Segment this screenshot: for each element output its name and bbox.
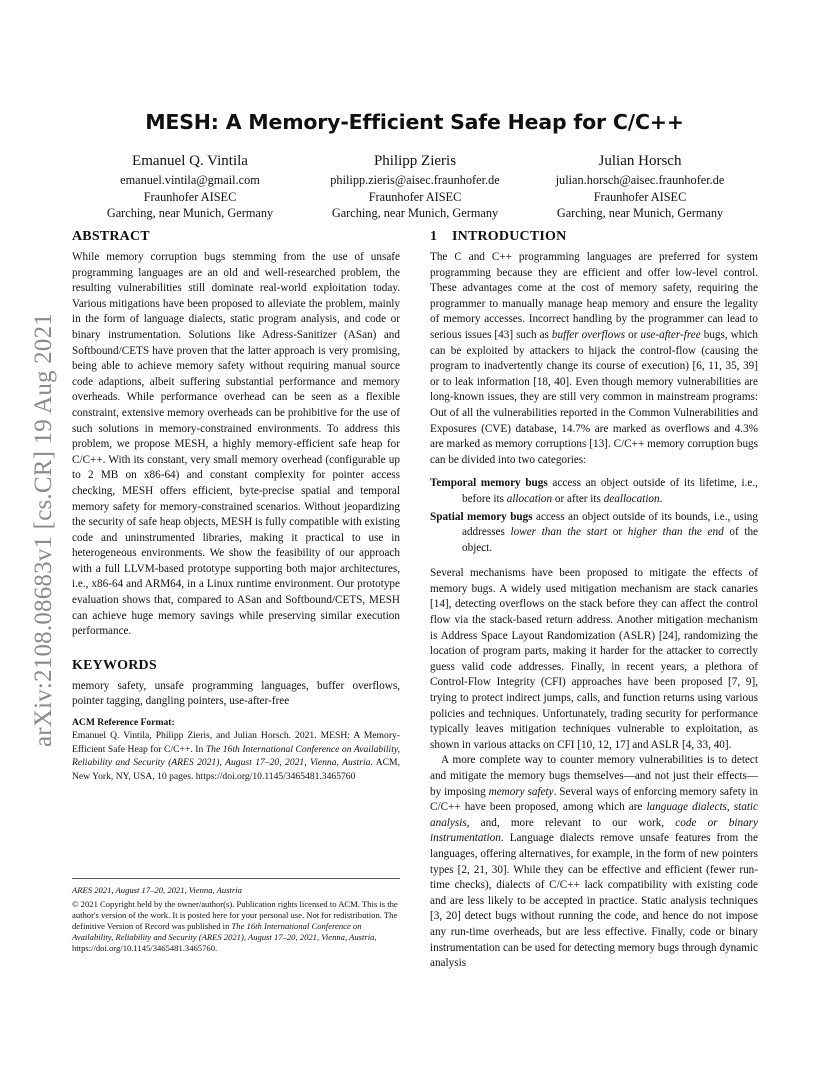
category-spatial: Spatial memory bugs access an object outside of its bounds, i.e., using addresses lower than the start or higher than the end of the object. xyxy=(430,510,759,554)
author-name: Emanuel Q. Vintila xyxy=(132,153,248,169)
paper-title: MESH: A Memory-Efficient Safe Heap for C/C++ xyxy=(145,110,684,134)
left-column xyxy=(72,229,400,783)
section-number: 1 xyxy=(430,229,438,244)
author-2 xyxy=(305,152,525,222)
abstract-heading: ABSTRACT xyxy=(72,229,150,244)
intro-paragraph-3: A more complete way to counter memory vulnerabilities is to detect and mitigate the memory bugs themselves—and not just their effects—by imposing memory safety. Several ways of enforcing memory safety in C/C++ have been proposed, among which are language dialects, static analysis, and, more relevant to our work, code or binary instrumentation. Language dialects remove unsafe features from the languages, offering alternatives, for example, in the form of new pointers types [2, 21, 30]. While they can be effective and efficient (fewer run-time checks), dialects of C/C++ lack compatibility with existing code and are less likely to be accepted in practice. Static analysis techniques [3, 20] detect bugs without running the code, and hence do not impose any run-time overheads, but are less effective. Finally, code or binary instrumentation can be used for detecting memory bugs through dynamic analysis xyxy=(430,754,759,970)
intro-paragraph-2: Several mechanisms have been proposed to mitigate the effects of memory bugs. A widely used mitigation mechanism are stack canaries [14], detecting overflows on the stack before they can affect the control flow via the stack-based return address. Another mitigation mechanism is Address Space Layout Randomization (ASLR) [24], randomizing the location of program parts, making it harder for the attacker to correctly guess valid code addresses. Finally, in recent years, a plethora of Control-Flow Integrity (CFI) approaches have been proposed [7, 9], trying to protect indirect jumps, calls, and function returns using various policies and techniques. Unfortunately, trading security for performance typically leaves mitigation techniques vulnerable to exploitation, as shown in various attacks on CFI [10, 12, 17] and ASLR [4, 33, 40]. xyxy=(430,567,758,751)
acm-reference-text: Emanuel Q. Vintila, Philipp Zieris, and Julian Horsch. 2021. MESH: A Memory-Efficient Safe Heap for C/C++. In The 16th International Conference on Availability, Reliability and Security (ARES 2021), August 17–20, 2021, Vienna, Austria. ACM, New York, NY, USA, 10 pages. https://doi.org/10.1145/3465481.3465760 xyxy=(72,730,400,782)
keywords-heading: KEYWORDS xyxy=(72,657,157,673)
author-email: emanuel.vintila@gmail.com xyxy=(120,173,260,187)
abstract-text: While memory corruption bugs stemming from the use of unsafe programming languages are an old and well-researched problem, the resulting vulnerabilities still dominate real-world exploitation today. Various mitigations have been proposed to alleviate the problem, mainly in the form of language dialects, static program analysis, and code or binary instrumentation. Solutions like Adress-Sanitizer (ASan) and Softbound/CETS have proven that the latter approach is very promising, being able to achieve memory safety without requiring manual source code adaptions, albeit suffering substantial performance and memory overheads. While performance overhead can be seen as a flexible constraint, extensive memory overheads can be prohibitive for the use of such solutions in memory-constrained environments. To address this problem, we propose MESH, a highly memory-efficient safe heap for C/C++. With its constant, very small memory overhead (configurable up to 2 MB on x86-64) and constant complexity for pointer access checking, MESH offers efficient, byte-precise spatial and temporal memory safety for memory-constrained scenarios. Without jeopardizing the security of safe heap objects, MESH is fully compatible with existing code and uninstrumented libraries, making it practical to use in heterogeneous environments. We show the feasibility of our approach with a full LLVM-based prototype supporting both major architectures, i.e., x86-64 and ARM64, in a Linux runtime environment. Our prototype evaluation shows that, compared to ASan and Softbound/CETS, MESH can achieve huge memory savings while preserving similar execution performance. xyxy=(72,251,400,638)
footer-venue: ARES 2021, August 17–20, 2021, Vienna, Austria xyxy=(72,885,242,895)
author-3 xyxy=(530,152,750,222)
author-affiliation: Fraunhofer AISEC xyxy=(143,189,237,204)
copyright-footer xyxy=(72,878,400,954)
author-1 xyxy=(80,152,300,222)
author-location: Garching, near Munich, Germany xyxy=(331,206,499,220)
author-affiliation: Fraunhofer AISEC xyxy=(593,189,687,204)
right-column xyxy=(430,229,758,972)
author-affiliation: Fraunhofer AISEC xyxy=(368,189,462,204)
keywords-text: memory safety, unsafe programming languages, buffer overflows, pointer tagging, dangling pointers, use-after-free xyxy=(72,679,400,708)
arxiv-stamp: arXiv:2108.08683v1 [cs.CR] 19 Aug 2021 xyxy=(30,313,57,747)
acm-reference-heading: ACM Reference Format: xyxy=(72,717,175,729)
author-name: Julian Horsch xyxy=(598,153,682,169)
bug-categories xyxy=(430,476,758,556)
intro-paragraph-1: The C and C++ programming languages are preferred for system programming because they are efficient and offer low-level control. These advantages come at the cost of memory safety, requiring the programmer to manually manage heap memory and ensure the legality of memory accesses. Incorrect handling by the programmer can lead to serious issues [43] such as buffer overflows or use-after-free bugs, which can be exploited by attackers to hijack the control-flow (causing the program to inadvertently change its course of execution) [6, 11, 35, 39] or to leak information [18, 40]. Even though memory vulnerabilities are long-known issues, they are still very common in mainstream programs: Out of all the vulnerabilities reported in the Common Vulnerabilities and Exposures (CVE) database, 14.7% are marked as overflows and 4.3% are marked as memory corruptions [13]. C/C++ memory corruption bugs can be divided into two categories: xyxy=(430,251,758,466)
author-email: philipp.zieris@aisec.fraunhofer.de xyxy=(330,173,500,187)
author-name: Philipp Zieris xyxy=(373,153,457,169)
footer-rights: © 2021 Copyright held by the owner/author(s). Publication rights licensed to ACM. This is the author's version of the work. It is posted here for your personal use. Not for redistribution. The definitive Version of Record was published in The 16th International Conference on Availability, Reliability and Security (ARES 2021), August 17–20, 2021, Vienna, Austria, https://doi.org/10.1145/3465481.3465760. xyxy=(72,899,398,953)
author-location: Garching, near Munich, Germany xyxy=(106,206,274,220)
author-block xyxy=(80,152,750,222)
author-email: julian.horsch@aisec.fraunhofer.de xyxy=(555,173,725,187)
introduction-heading: 1 INTRODUCTION xyxy=(430,229,567,244)
author-location: Garching, near Munich, Germany xyxy=(556,206,724,220)
category-temporal: Temporal memory bugs access an object outside of its lifetime, i.e., before its allocation or after its deallocation. xyxy=(430,477,758,505)
